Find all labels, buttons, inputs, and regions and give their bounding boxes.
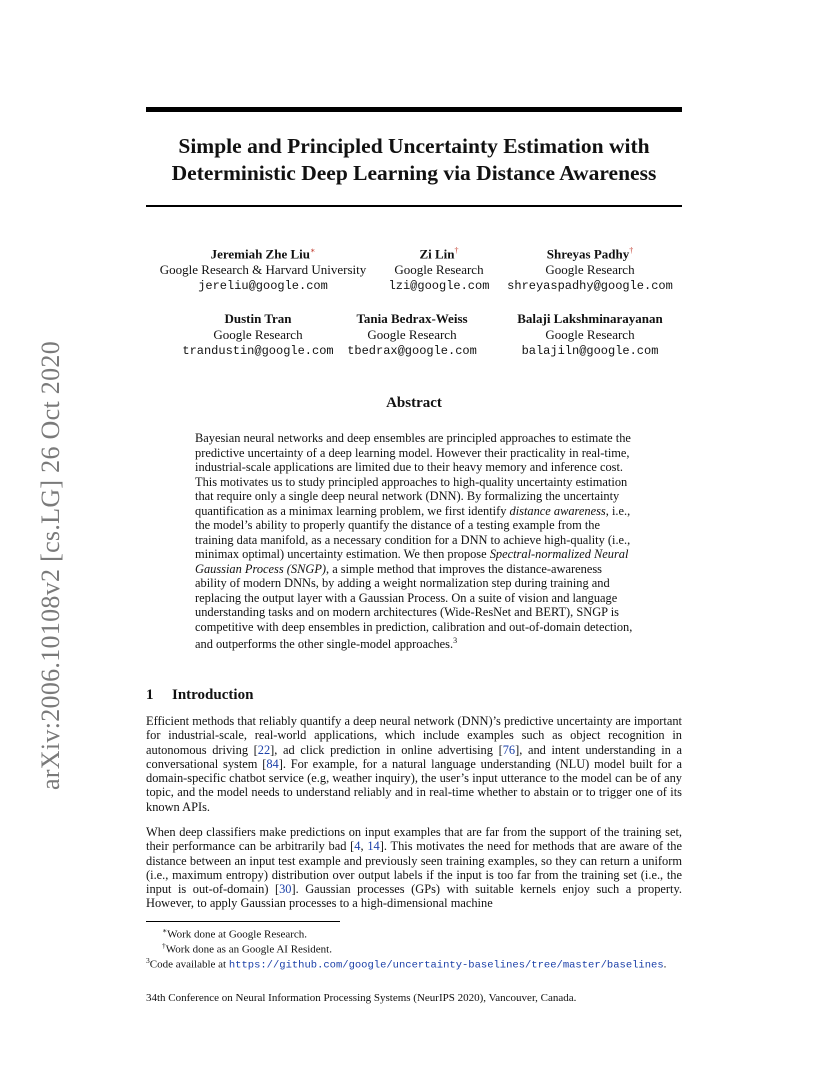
arxiv-sidebar-stamp: arXiv:2006.10108v2 [cs.LG] 26 Oct 2020 bbox=[36, 341, 65, 790]
title-bottom-rule bbox=[146, 205, 682, 207]
author-block-lin bbox=[384, 243, 494, 294]
author-email: balajiln@google.com bbox=[521, 344, 659, 358]
author-email: tbedrax@google.com bbox=[347, 344, 477, 358]
author-affiliation: Google Research bbox=[545, 262, 635, 278]
intro-paragraph-1: Efficient methods that reliably quantify a deep neural network (DNN)’s predictive uncertainty are important for industrial-scale, real-world applications, which include examples such as object recognition in autonomous driving [22], ad click prediction in online advertising [76], and intent understanding in a conversational system [84]. For example, for a natural language understanding (NLU) model built for a domain-specific chatbot service (e.g, weather inquiry), the user’s input utterance to the model can be of any topic, and the model needs to understand reliably and in real-time whether to abstain or to trigger one of its known APIs. bbox=[146, 714, 682, 814]
author-block-liu bbox=[150, 243, 376, 294]
abstract-heading: Abstract bbox=[386, 395, 442, 411]
title-top-rule bbox=[146, 107, 682, 112]
section-heading-introduction bbox=[146, 687, 253, 704]
paper-title bbox=[146, 133, 682, 187]
footnote-marker: 3 bbox=[453, 636, 458, 645]
author-name: Jeremiah Zhe Liu∗ bbox=[210, 246, 316, 262]
author-affiliation: Google Research bbox=[213, 327, 303, 342]
author-block-tran bbox=[160, 311, 356, 359]
citation-link[interactable]: 14 bbox=[367, 839, 380, 854]
abstract-body: Bayesian neural networks and deep ensembles are principled approaches to estimate the predictive uncertainty of a deep learning model. However their practicality in real-time, industrial-scale applications are limited due to their heavy memory and inference cost. This motivates us to study principled approaches to high-quality uncertainty estimation that require only a single deep neural network (DNN). By formalizing the uncertainty quantification as a minimax learning problem, we first identify distance awareness, i.e., the model’s ability to properly quantify the distance of a testing example from the training data manifold, as a necessary condition for a DNN to achieve high-quality (i.e., minimax optimal) uncertainty estimation. We then propose Spectral-normalized Neural Gaussian Process (SNGP), a simple method that improves the distance-awareness ability of modern DNNs, by adding a weight normalization step during training and replacing the output layer with a Gaussian Process. On a suite of vision and language understanding tasks and on modern architectures (Wide-ResNet and BERT), SNGP is competitive with deep ensembles in prediction, calibration and out-of-domain detection, and outperforms the other single-model approaches.$^3$ bbox=[195, 431, 633, 652]
author-affiliation: Google Research bbox=[367, 327, 457, 342]
citation-link[interactable]: 76 bbox=[502, 742, 516, 757]
title-line-1: Simple and Principled Uncertainty Estimation with bbox=[178, 134, 650, 158]
footnote-3: $^3$Code available at https://github.com/google/uncertainty-baselines/tree/master/baselines. bbox=[146, 956, 667, 972]
author-affiliation: Google Research & Harvard University bbox=[159, 262, 367, 278]
author-email: jereliu@google.com bbox=[198, 279, 328, 294]
venue-line: 34th Conference on Neural Information Processing Systems (NeurIPS 2020), Vancouver, Canada. bbox=[146, 992, 577, 1004]
author-block-padhy bbox=[502, 243, 678, 294]
section-title: Introduction bbox=[172, 687, 254, 703]
footnote-2: †Work done as an Google AI Resident. bbox=[162, 941, 332, 956]
author-email: trandustin@google.com bbox=[182, 344, 334, 358]
author-email: shreyaspadhy@google.com bbox=[507, 279, 673, 294]
author-name: Shreyas Padhy† bbox=[546, 246, 634, 262]
author-name: Zi Lin† bbox=[419, 246, 459, 262]
footnote-rule bbox=[146, 921, 340, 922]
author-block-bedrax-weiss bbox=[336, 311, 488, 359]
author-block-lakshminarayanan bbox=[500, 311, 680, 359]
author-name: Dustin Tran bbox=[224, 311, 292, 326]
citation-link[interactable]: 4 bbox=[354, 839, 361, 854]
section-number: 1 bbox=[146, 687, 154, 703]
footnote-1: ∗Work done at Google Research. bbox=[162, 926, 308, 941]
author-affiliation: Google Research bbox=[545, 327, 635, 342]
author-email: lzi@google.com bbox=[388, 279, 490, 294]
title-line-2: Deterministic Deep Learning via Distance Awareness bbox=[171, 161, 657, 185]
citation-link[interactable]: 30 bbox=[279, 882, 292, 897]
author-name: Balaji Lakshminarayanan bbox=[517, 311, 663, 326]
intro-paragraph-2: When deep classifiers make predictions on input examples that are far from the support of the training set, their performance can be arbitrarily bad [4, 14]. This motivates the need for methods that are aware of the distance between an input test example and previously seen training examples, so they can return a uniform (i.e., maximum entropy) distribution over output labels if the input is too far from the training set (i.e., the input is out-of-domain) [30]. Gaussian processes (GPs) with suitable kernels enjoy such a property. However, to apply Gaussian processes to a high-dimensional machine bbox=[146, 825, 682, 911]
author-affiliation: Google Research bbox=[394, 262, 484, 278]
citation-link[interactable]: 84 bbox=[266, 756, 279, 771]
author-name: Tania Bedrax-Weiss bbox=[356, 311, 468, 326]
code-url-link[interactable]: https://github.com/google/uncertainty-baselines/tree/master/baselines bbox=[228, 959, 664, 972]
citation-link[interactable]: 22 bbox=[257, 742, 271, 757]
